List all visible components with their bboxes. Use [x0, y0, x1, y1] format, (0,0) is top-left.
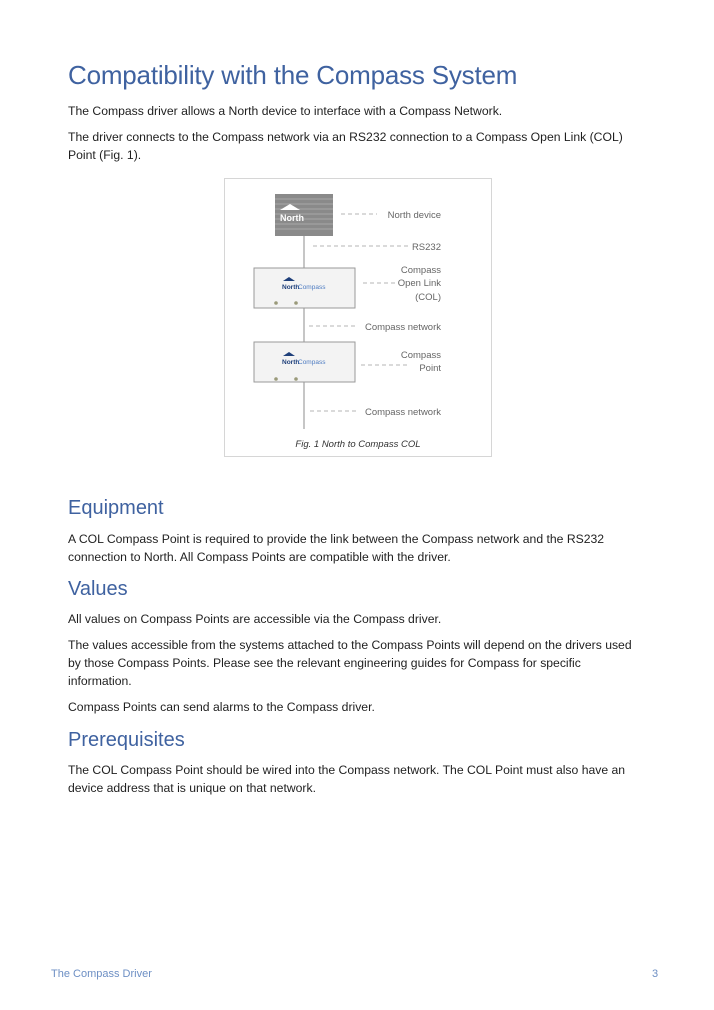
- values-heading: Values: [68, 578, 128, 600]
- col-device-icon: [254, 268, 355, 308]
- north-logo: North: [280, 213, 304, 223]
- label-point-line-2: Point: [419, 363, 441, 374]
- figure-north-to-compass: [224, 178, 492, 457]
- values-paragraph-2-line-1: The values accessible from the systems attached to the Compass Points will depend on the drivers used: [68, 638, 632, 652]
- label-network-1: Compass network: [364, 322, 441, 333]
- page-title: Compatibility with the Compass System: [68, 60, 518, 90]
- label-col-line-2: Open Link: [397, 278, 441, 289]
- intro-paragraph-2-line-1: The driver connects to the Compass network via an RS232 connection to a Compass Open Link (COL): [68, 130, 623, 144]
- compass-point-device-icon: [254, 342, 355, 382]
- connection-diagram: [225, 179, 491, 456]
- label-col-line-3: (COL): [415, 292, 441, 303]
- label-north-device: North device: [387, 210, 441, 221]
- footer-document-title: The Compass Driver: [51, 968, 152, 980]
- values-paragraph-3: Compass Points can send alarms to the Compass driver.: [68, 700, 375, 714]
- prerequisites-line-1: The COL Compass Point should be wired into the Compass network. The COL Point must also have an: [68, 763, 626, 777]
- point-logo-north: North: [282, 359, 300, 366]
- col-logo-compass: Compass: [298, 284, 326, 291]
- equipment-line-2: connection to North. All Compass Points are compatible with the driver.: [68, 550, 451, 564]
- label-point-line-1: Compass: [400, 350, 441, 361]
- north-device-icon: [275, 194, 333, 236]
- equipment-heading: Equipment: [68, 497, 164, 519]
- intro-paragraph-1: The Compass driver allows a North device to interface with a Compass Network.: [68, 104, 503, 118]
- footer-page-number: 3: [652, 968, 659, 980]
- prerequisites-heading: Prerequisites: [68, 729, 185, 751]
- values-paragraph-2-line-2: by those Compass Points. Please see the relevant engineering guides for Compass for specific: [68, 656, 581, 670]
- figure-caption: Fig. 1 North to Compass COL: [295, 439, 421, 450]
- values-paragraph-1: All values on Compass Points are accessible via the Compass driver.: [68, 612, 442, 626]
- label-col-line-1: Compass: [400, 265, 441, 276]
- prerequisites-line-2: device address that is unique on that network.: [68, 781, 316, 795]
- intro-paragraph-2-line-2: Point (Fig. 1).: [68, 148, 142, 162]
- equipment-line-1: A COL Compass Point is required to provide the link between the Compass network and the RS232: [68, 532, 605, 546]
- values-paragraph-2-line-3: information.: [68, 674, 132, 688]
- label-network-2: Compass network: [364, 407, 441, 418]
- col-logo-north: North: [282, 284, 300, 291]
- label-rs232: RS232: [411, 242, 441, 253]
- point-logo-compass: Compass: [298, 359, 326, 366]
